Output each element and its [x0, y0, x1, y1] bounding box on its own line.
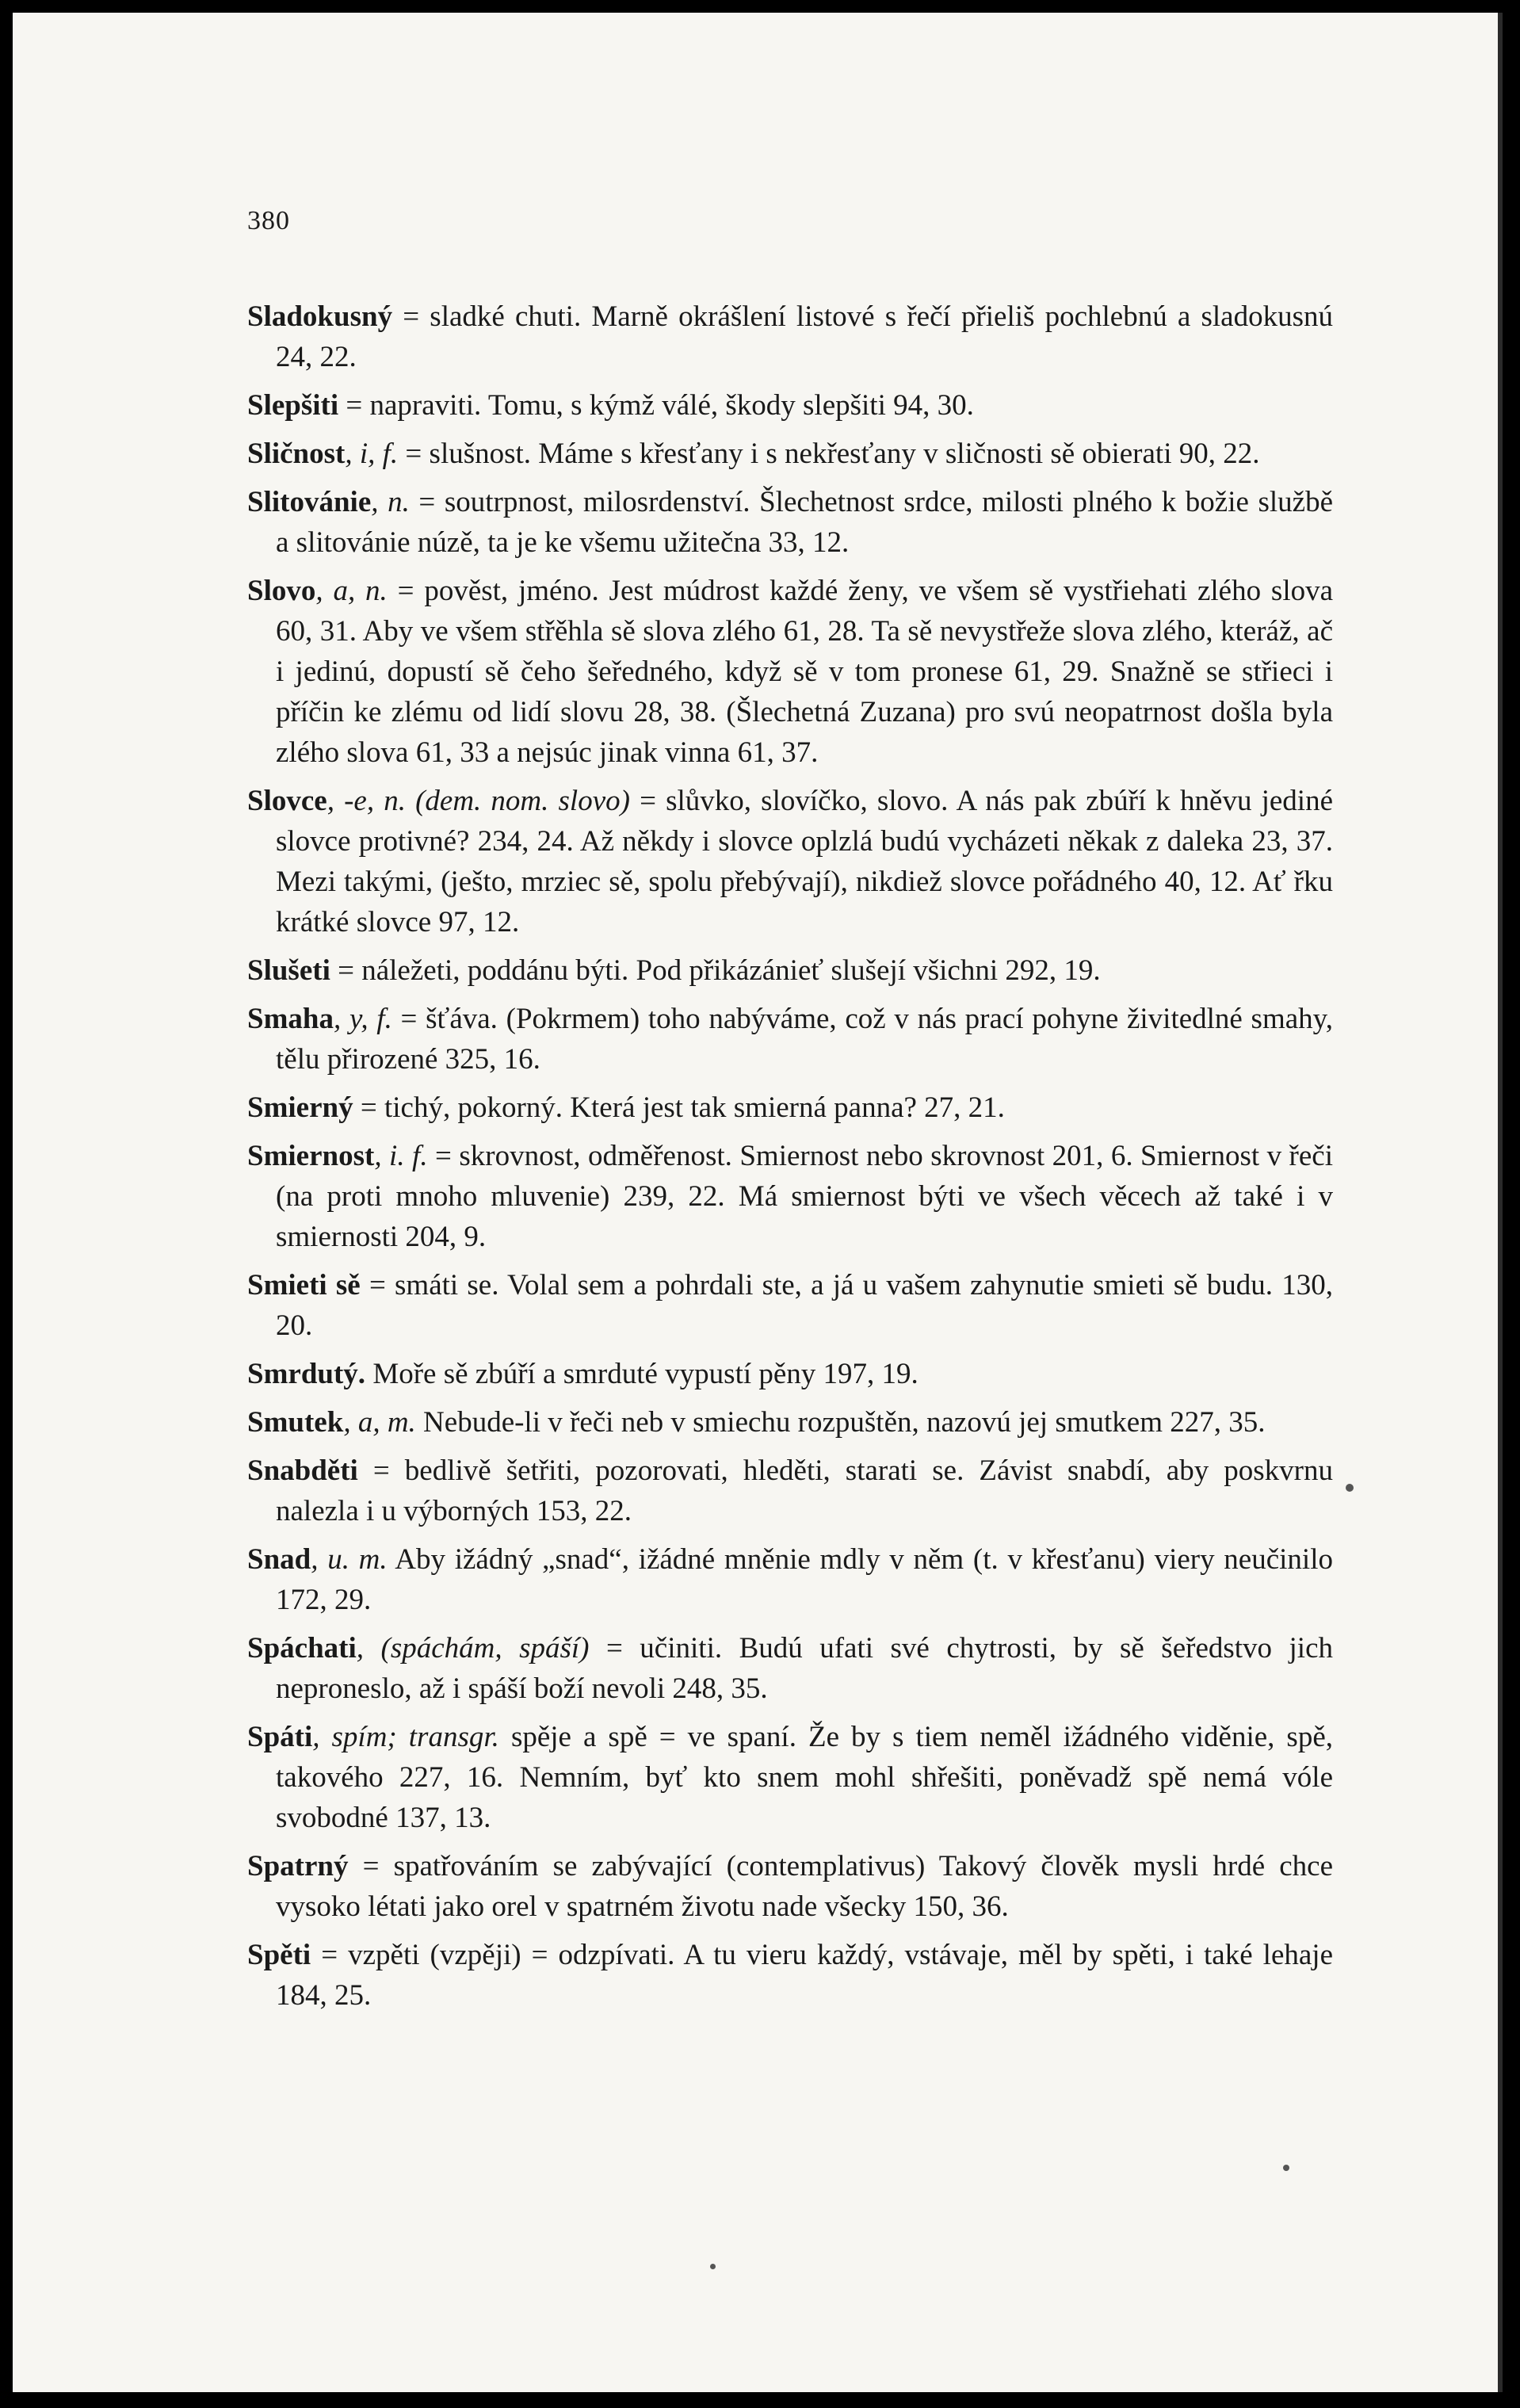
page-number: 380 [247, 206, 290, 235]
dictionary-entry: Smutek, a, m. Nebude-li v řeči neb v smiechu rozpuštěn, nazovú jej smutkem 227, 35. [247, 1406, 1266, 1439]
dictionary-entry: Smrdutý. Moře sě zbúří a smrduté vypustí pěny 197, 19. [247, 1358, 918, 1390]
dictionary-entry: Slovo, a, n. = pověst, jméno. Jest múdrost každé ženy, ve všem sě vystřiehati zlého slova 60, 31. Aby ve všem střěhla sě slova zlého 61, 28. Ta sě nevystřeže slova zlého, kteráž, ač i jedinú, dopustí sě čeho šeředného, když sě v tom pronese 61, 29. Snažně se střieci i příčin ke zlému od lidí slovu 28, 38. (Šlechetná Zuzana) pro svú neopatrnost došla byla zlého slova 61, 33 a nejsúc jinak vinna 61, 37. [247, 575, 1334, 769]
dictionary-entry: Slušeti = náležeti, poddánu býti. Pod přikázánieť slušejí všichni 292, 19. [247, 954, 1101, 987]
book-page [13, 13, 1503, 2392]
page-edge-shadow [1498, 13, 1503, 2392]
dictionary-entry: Spěti = vzpěti (vzpěji) = odzpívati. A tu vieru každý, vstávaje, měl by spěti, i také lehaje 184, 25. [247, 1939, 1333, 2012]
dictionary-entry: Sličnost, i, f. = slušnost. Máme s křesťany i s nekřesťany v sličnosti sě obierati 90, 22. [247, 438, 1260, 470]
ink-speck [1283, 2165, 1289, 2171]
ink-speck [1346, 1484, 1354, 1492]
dictionary-entry: Sladokusný = sladké chuti. Marně okrášlení listové s řečí přieliš pochlebnú a sladokusnú 24, 22. [247, 300, 1333, 373]
dictionary-entry: Slitovánie, n. = soutrpnost, milosrdenství. Šlechetnost srdce, milosti plného k božie službě a slitovánie núzě, ta je ke všemu užitečna 33, 12. [247, 486, 1334, 559]
dictionary-entry: Smiernost, i. f. = skrovnost, odměřenost. Smiernost nebo skrovnost 201, 6. Smiernost v řeči (na proti mnoho mluvenie) 239, 22. Má smiernost býti ve všech věcech až také i v smiernosti 204, 9. [247, 1140, 1333, 1253]
dictionary-entry: Spáti, spím; transgr. spěje a spě = ve spaní. Že by s tiem neměl ižádného viděnie, spě, takového 227, 16. Nemním, byť kto snem mohl shřešiti, poněvadž spě nemá vóle svobodné 137, 13. [247, 1721, 1333, 1834]
dictionary-entry: Snad, u. m. Aby ižádný „snad“, ižádné mněnie mdly v něm (t. v křesťanu) viery neučinilo 172, 29. [247, 1543, 1333, 1616]
dictionary-entry: Smierný = tichý, pokorný. Která jest tak smierná panna? 27, 21. [247, 1091, 1005, 1124]
dictionary-entry: Smaha, y, f. = šťáva. (Pokrmem) toho nabýváme, což v nás prací pohyne živitedlné smahy, tělu přirozené 325, 16. [247, 1003, 1334, 1076]
dictionary-entries [247, 296, 1333, 2024]
dictionary-entry: Smieti sě = smáti se. Volal sem a pohrdali ste, a já u vašem zahynutie smieti sě budu. 130, 20. [247, 1269, 1334, 1342]
dictionary-entry: Spáchati, (spáchám, spáší) = učiniti. Budú ufati své chytrosti, by sě šeředstvo jich neproneslo, až i spáší boží nevoli 248, 35. [247, 1632, 1333, 1705]
dictionary-entry: Spatrný = spatřováním se zabývající (contemplativus) Takový člověk mysli hrdé chce vysoko létati jako orel v spatrném životu nade všecky 150, 36. [247, 1850, 1333, 1923]
dictionary-entry: Snabděti = bedlivě šetřiti, pozorovati, hleděti, starati se. Závist snabdí, aby poskvrnu nalezla i u výborných 153, 22. [247, 1454, 1333, 1527]
dictionary-entry: Slepšiti = napraviti. Tomu, s kýmž válé, škody slepšiti 94, 30. [247, 389, 974, 422]
ink-speck [710, 2264, 716, 2269]
dictionary-entry: Slovce, -e, n. (dem. nom. slovo) = slůvko, slovíčko, slovo. A nás pak zbúří k hněvu jediné slovce protivné? 234, 24. Až někdy i slovce oplzlá budú vycházeti někak z daleka 23, 37. Mezi takými, (ješto, mrziec sě, spolu přebývají), nikdiež slovce pořádného 40, 12. Ať řku krátké slovce 97, 12. [247, 785, 1334, 938]
